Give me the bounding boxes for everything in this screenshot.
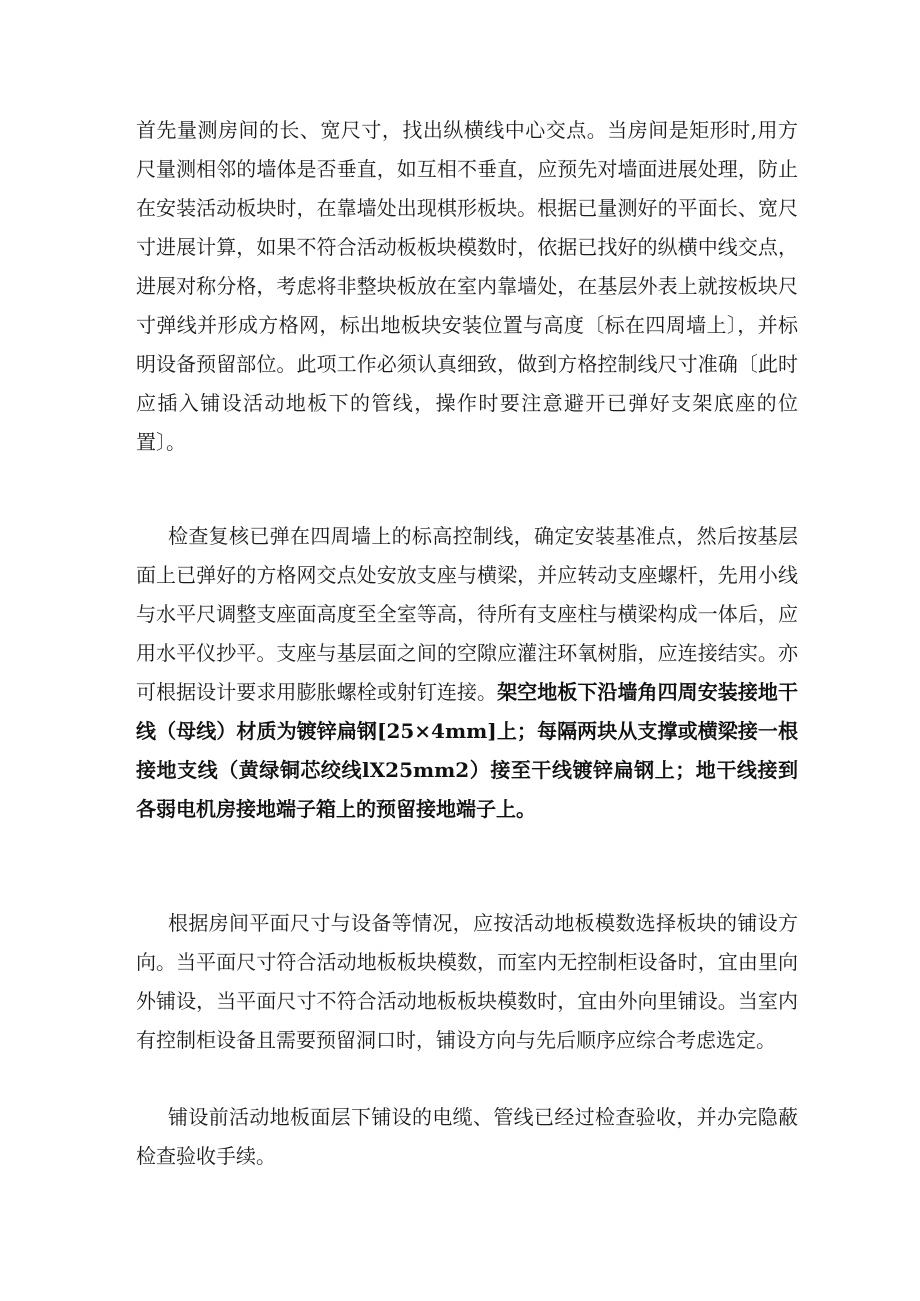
paragraph-support-installation xyxy=(136,517,798,829)
paragraph-grounding-bold-text: 架空地板下沿墙角四周安装接地干线（母线）材质为镀锌扁钢[25×4mm]上；每隔两块从支撑或横梁接一根接地支线（黄绿铜芯绞线lX25mm2）接至干线镀锌扁钢上；地干线接到各弱电机房接地端子箱上的预留接地端子上。 xyxy=(136,680,798,821)
paragraph-support-text: 检查复核已弹在四周墙上的标高控制线，确定安装基准点，然后按基层面上已弹好的方格网交点处安放支座与横梁，并应转动支座螺杆，先用小线与水平尺调整支座面高度至全室等高，待所有支座柱与横梁构成一体后，应用水平仪抄平。支座与基层面之间的空隙应灌注环氧树脂，应连接结实。亦可根据设计要求用膨胀螺栓或射钉连接。 xyxy=(136,524,798,704)
paragraph-laying-direction: 根据房间平面尺寸与设备等情况，应按活动地板模数选择板块的铺设方向。当平面尺寸符合活动地板板块模数，而室内无控制柜设备时，宜由里向外铺设，当平面尺寸不符合活动地板板块模数时，宜由外向里铺设。当室内有控制柜设备且需要预留洞口时，铺设方向与先后顺序应综合考虑选定。 xyxy=(136,911,798,1052)
paragraph-inspection: 铺设前活动地板面层下铺设的电缆、管线已经过检查验收，并办完隐蔽检查验收手续。 xyxy=(136,1105,798,1168)
paragraph-floor-layout: 首先量测房间的长、宽尺寸，找出纵横线中心交点。当房间是矩形时,用方尺量测相邻的墙体是否垂直，如互相不垂直，应预先对墙面进展处理，防止在安装活动板块时，在靠墙处出现棋形板块。根据已量测好的平面长、宽尺寸进展计算，如果不符合活动板板块模数时，依据已找好的纵横中线交点，进展对称分格，考虑将非整块板放在室内靠墙处，在基层外表上就按板块尺寸弹线并形成方格网，标出地板块安装位置与高度〔标在四周墙上〕，并标明设备预留部位。此项工作必须认真细致，做到方格控制线尺寸准确〔此时应插入铺设活动地板下的管线，操作时要注意避开已弹好支架底座的位置〕。 xyxy=(136,118,798,454)
